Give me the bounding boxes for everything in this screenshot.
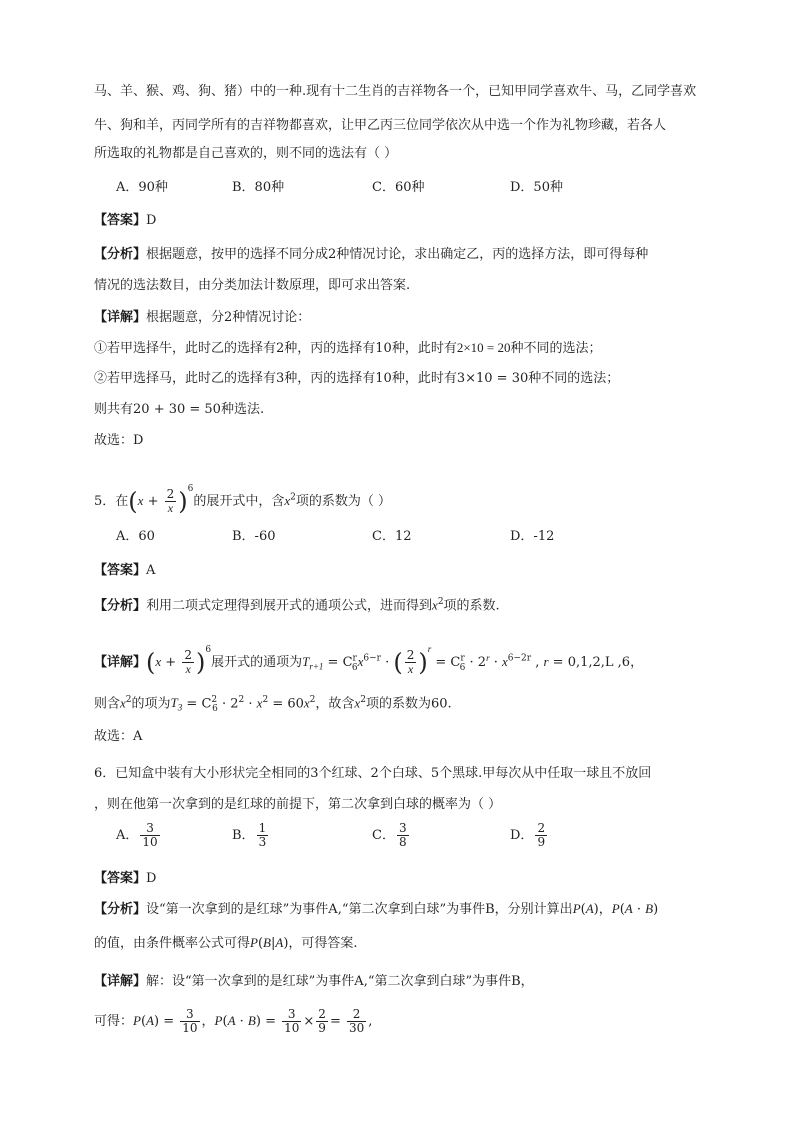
q6-stem-line2: ，则在他第一次拿到的是红球的前提下，第二次拿到白球的概率为（ ） (94, 797, 502, 812)
q5-stem-text: 的展开式中，含 (193, 494, 285, 509)
analysis-text: 根据题意，按甲的选择不同分成2种情况讨论，求出确定乙，丙的选择方法，即可得每种 (146, 247, 649, 262)
q6-detail-line1: 【详解】解：设“第一次拿到的是红球”为事件A,“第二次拿到白球”为事件B， (94, 974, 534, 989)
q5-stem-text-end: 项的系数为（ ） (295, 494, 392, 509)
answer-value: A (146, 563, 156, 578)
q4-option-c: C．60种 (372, 180, 425, 195)
answer-tag: 【答案】 (94, 563, 147, 578)
q4-analysis-line1 (94, 245, 648, 265)
total-expr: 20 + 30 = 50 (133, 402, 221, 417)
q4-stem-line1: 马、羊、猴、鸡、狗、猪）中的一种.现有十二生肖的吉祥物各一个，已知甲同学喜欢牛、马，乙同学喜欢 (94, 84, 697, 99)
analysis-tag: 【分析】 (94, 902, 147, 917)
q4-case2 (94, 369, 619, 389)
q4-option-a: A．90种 (116, 180, 168, 195)
general-term-formula: $T_{r+1}$ (302, 654, 324, 672)
analysis-text-end: 项的系数. (443, 598, 500, 614)
analysis-tag: 【分析】 (94, 598, 147, 614)
q6-stem-line1: 6．已知盒中装有大小形状完全相同的3个红球、2个白球、5个黑球.甲每次从中任取一球且不放回 (94, 766, 652, 781)
detail-tag: 【详解】 (94, 655, 147, 670)
q4-stem-line2: 牛、狗和羊，丙同学所有的吉祥物都喜欢，让甲乙丙三位同学依次从中选一个作为礼物珍藏，若各人 (94, 118, 667, 133)
case2-text-end: 种不同的选法； (528, 371, 620, 386)
q5-stem: 5．在(x + $\frac{2}{x}$ )$^6$的展开式中，含$x^2$项的系数为（ ） (94, 484, 392, 516)
detail-tag: 【详解】 (94, 974, 147, 989)
t3-formula: $T_3$ (170, 695, 183, 713)
q4-answer (94, 211, 156, 231)
q5-option-b: B．-60 (232, 529, 276, 544)
q4-option-d: D．50种 (510, 180, 563, 195)
q5-choose: 故选：A (94, 729, 143, 744)
detail-tag: 【详解】 (94, 310, 147, 325)
q5-answer (94, 561, 155, 581)
q5-number: 5．在 (94, 494, 129, 509)
total-text: 则共有 (94, 402, 134, 417)
analysis-tag: 【分析】 (94, 247, 147, 262)
answer-tag: 【答案】 (94, 871, 147, 886)
detail-text: 根据题意，分2种情况讨论： (146, 310, 311, 325)
q6-analysis-line1: 【分析】设“第一次拿到的是红球”为事件A,“第二次拿到白球”为事件B，分别计算出P(A)，P(A · B) (94, 901, 659, 917)
q5-detail-line2: 则含$x^2$的项为$T_3 = C^2_6 \cdot 2^2 \cdot x^2 = 60x^2$，故含$x^2$项的系数为60. (94, 695, 452, 714)
analysis-text: 利用二项式定理得到展开式的通项公式，进而得到 (146, 598, 433, 614)
q6-answer (94, 869, 156, 889)
q4-option-b: B．80种 (232, 180, 285, 195)
q5-option-d: D．-12 (510, 529, 555, 544)
q4-choose: 故选：D (94, 433, 144, 448)
q6-option-b: B． $\frac{1}{3}$ (232, 821, 267, 849)
q4-analysis-line2: 情况的选法数目，由分类加法计数原理，即可求出答案. (94, 278, 411, 293)
case1-text: ①若甲选择牛，此时乙的选择有2种，丙的选择有10种，此时有 (94, 341, 457, 356)
fraction-2-over-x: $\frac{2}{x}$ (166, 487, 175, 515)
case2-text: ②若甲选择马，此时乙的选择有3种，丙的选择有10种，此时有 (94, 371, 457, 386)
q5-option-c: C．12 (372, 529, 412, 544)
q4-stem-line3: 所选取的礼物都是自己喜欢的，则不同的选法有（ ） (94, 146, 398, 161)
case1-expr: 2×10 = 20 (456, 340, 511, 355)
detail-text: 展开式的通项为 (211, 655, 303, 670)
math-x-squared: x (284, 493, 291, 508)
q6-option-a: A． $\frac{3}{10}$ (116, 821, 158, 849)
math-x: x (137, 493, 144, 508)
q4-detail-line1 (94, 308, 310, 328)
q6-detail-line2: 可得：P(A) = $\frac{3}{10}$ ，P(A · B) = $\frac{3}{10}$ × $\frac{2}{9}$ = $\frac{2}{30}$ , (94, 1007, 373, 1035)
total-text-end: 种选法. (220, 402, 265, 417)
case1-text-end: 种不同的选法； (510, 341, 602, 356)
q6-analysis-line2: 的值，由条件概率公式可得P(B|A)，可得答案. (94, 935, 358, 951)
q4-total (94, 400, 264, 420)
q6-option-c: C． $\frac{3}{8}$ (372, 821, 407, 849)
answer-tag: 【答案】 (94, 213, 147, 228)
q5-detail-line1: 【详解】(x + $\frac{2}{x}$ )$^6$展开式的通项为$T_{r+1} = C^r_6x^{6-r}$ · ( $\frac{2}{x}$ )$^r = C^r_6 \cdot 2^r \cdot x^{6-2r}$ , r = 0,1,2,L ,6， (94, 644, 644, 677)
answer-value: D (146, 871, 157, 886)
answer-value: D (146, 213, 157, 228)
q6-option-d: D． $\frac{2}{9}$ (510, 821, 546, 849)
q5-option-a: A．60 (116, 529, 155, 544)
q5-analysis: 【分析】利用二项式定理得到展开式的通项公式，进而得到$x^2$项的系数. (94, 597, 500, 614)
q4-case1 (94, 338, 602, 359)
case2-expr: 3×10 = 30 (456, 371, 529, 386)
